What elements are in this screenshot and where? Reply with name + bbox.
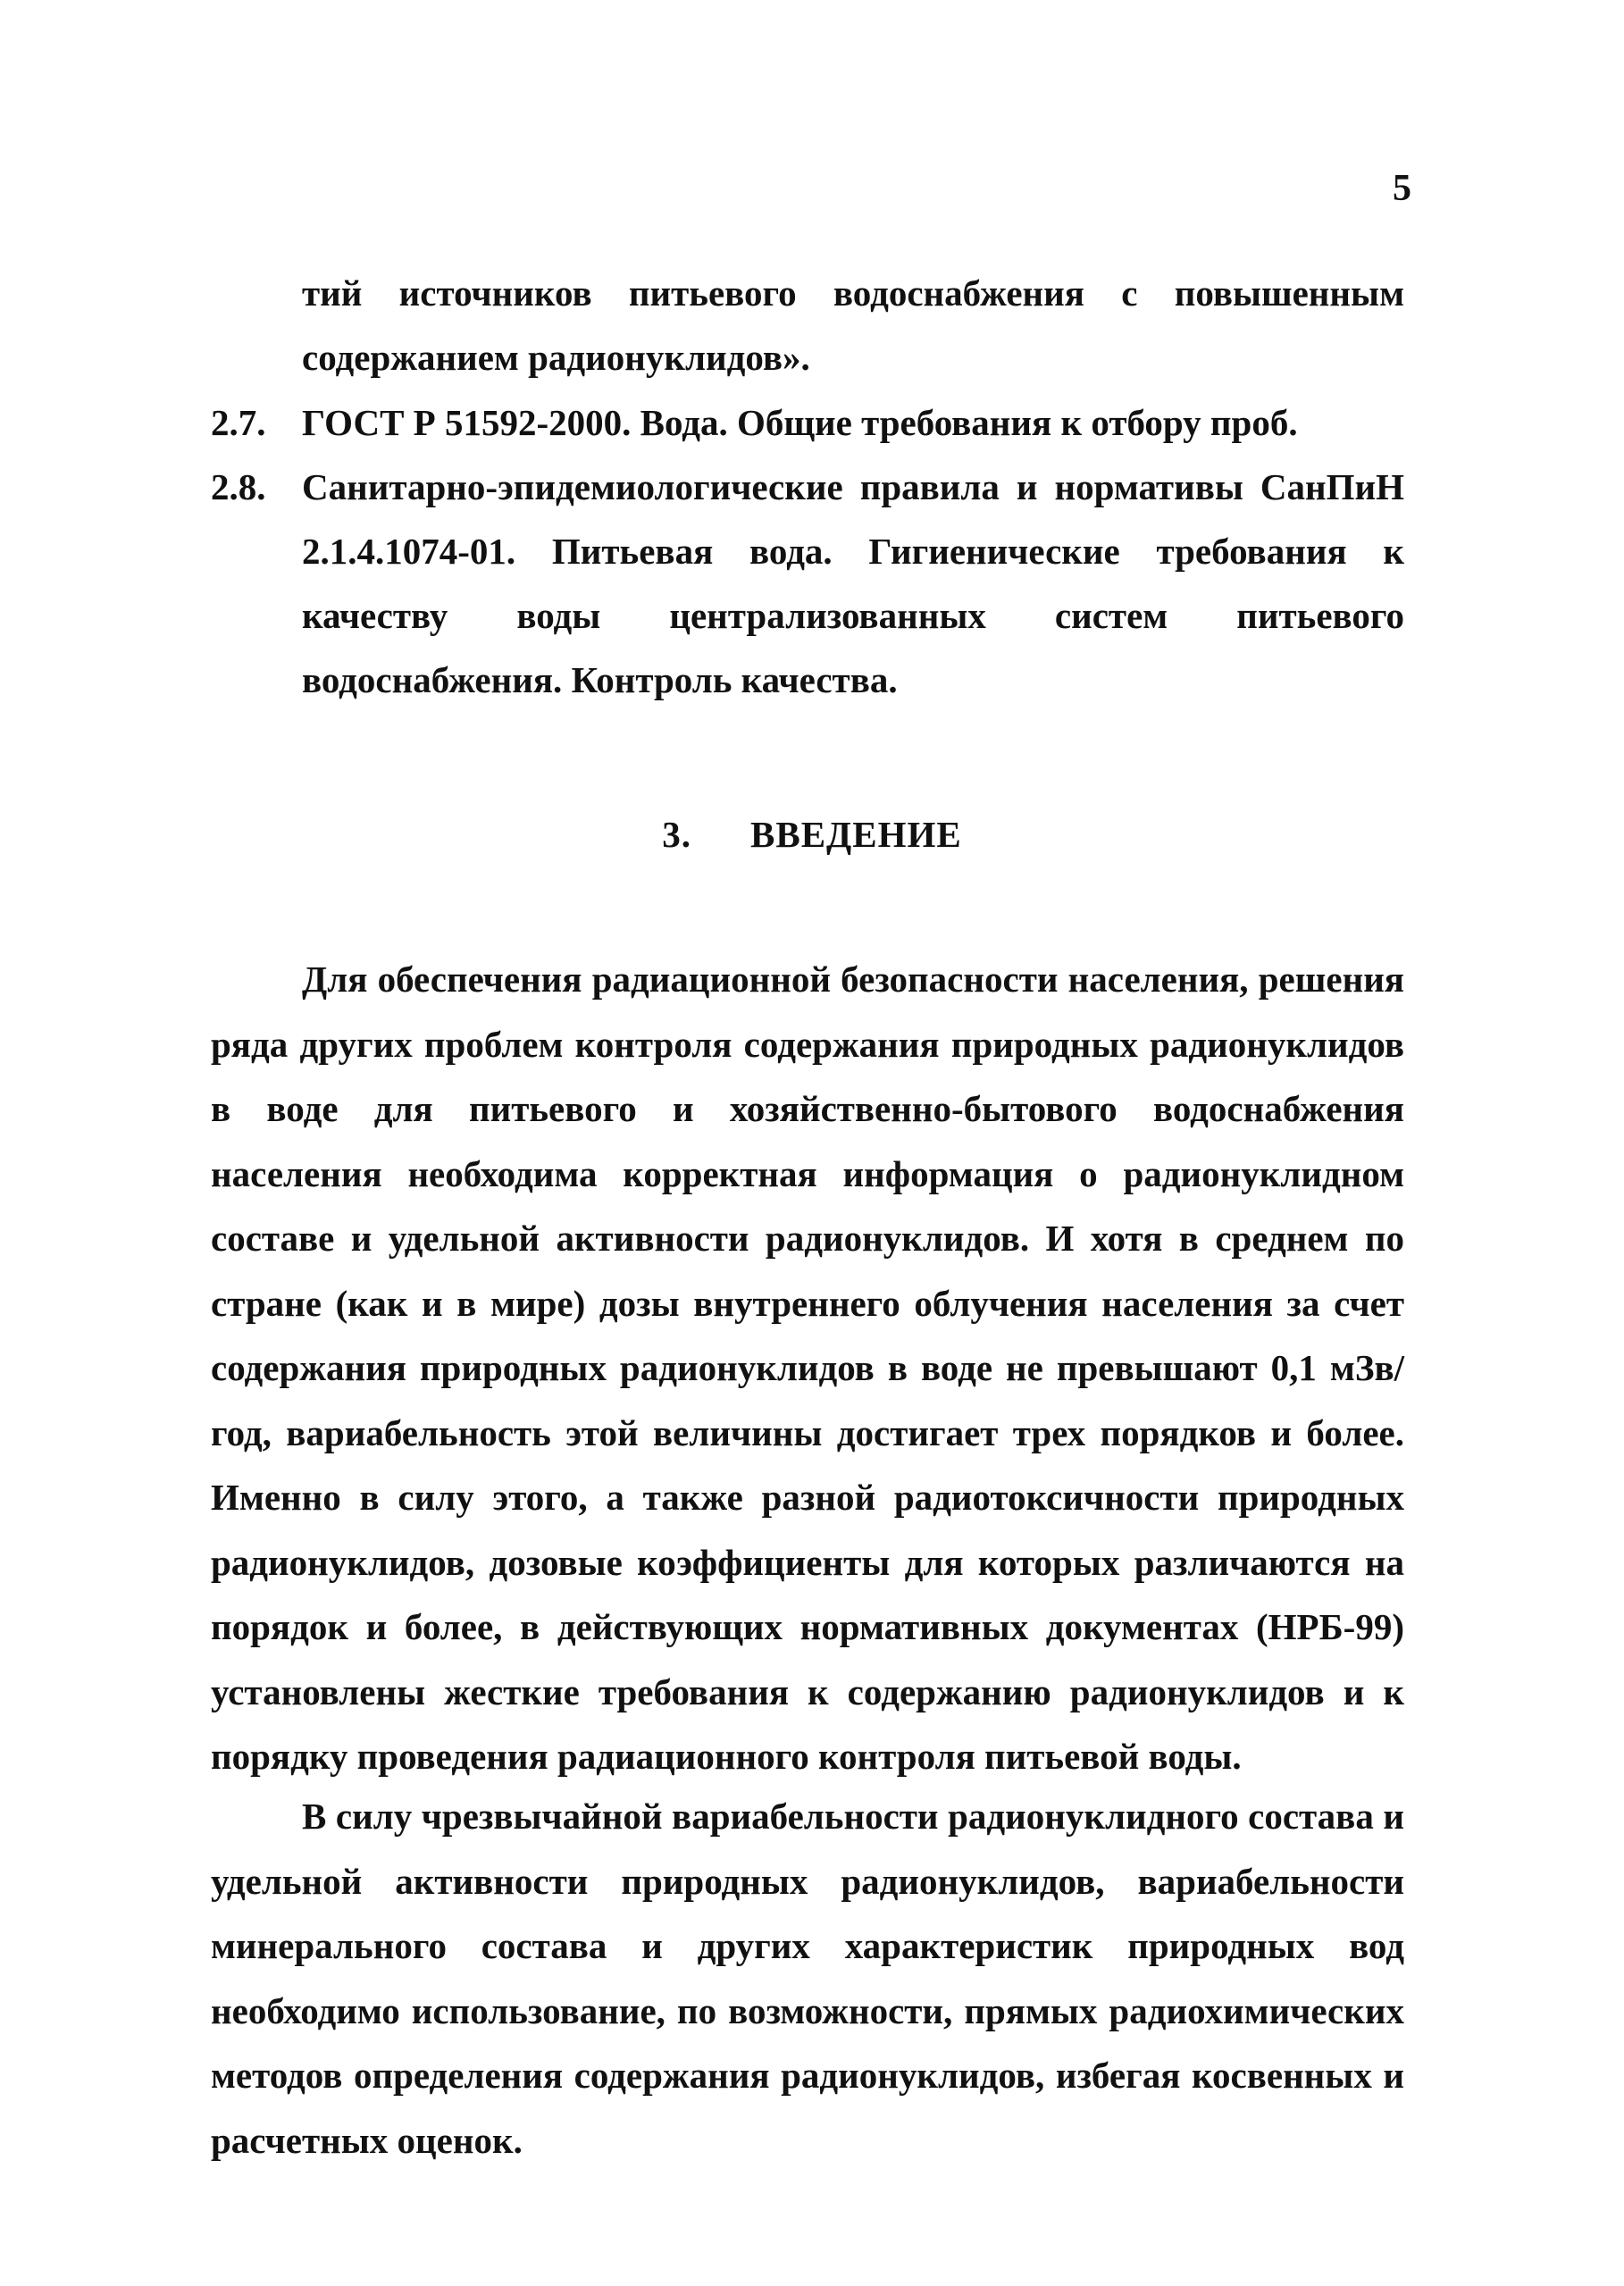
list-item-2-7: [211, 390, 1404, 455]
body-paragraph-2: В силу чрезвычайной вариабельности радионуклидного состава и удельной активности природных радионуклидов, вариабельности минерального состава и других характеристик природных вод необходимо использование, по возможности, прямых радиохимических методов определения содержания радионуклидов, избегая косвенных и расчетных оценок.: [211, 1796, 1404, 2161]
page-number: 5: [1393, 168, 1411, 209]
list-item-number: 2.8.: [211, 466, 266, 507]
section-heading: [0, 802, 1624, 867]
list-item-number: 2.7.: [211, 402, 266, 443]
list-item-text: Санитарно-эпидемиологические правила и нормативы СанПиН 2.1.4.1074-01. Питьевая вода. Гигиенические требования к качеству воды централизованных систем питьевого водоснабжения. Контроль качества.: [302, 466, 1404, 700]
section-title: ВВЕДЕНИЕ: [750, 814, 962, 855]
list-item-text: ГОСТ Р 51592-2000. Вода. Общие требования к отбору проб.: [302, 402, 1298, 443]
continuation-text: тий источников питьевого водоснабжения с повышенным содержанием радионуклидов».: [302, 272, 1404, 378]
list-item-2-8: [211, 455, 1404, 712]
body-paragraph-1: Для обеспечения радиационной безопасности населения, решения ряда других проблем контроля содержания природных радионуклидов в воде для питьевого и хозяйственно-бытового водоснабжения населения необходима корректная информация о радионуклидном составе и удельной активности радионуклидов. И хотя в среднем по стране (как и в мире) дозы внутреннего облучения населения за счет содержания природных радионуклидов в воде не превышают 0,1 мЗв/год, вариабельность этой величины достигает трех порядков и более. Именно в силу этого, а также разной радиотоксичности природных радионуклидов, дозовые коэффициенты для которых различаются на порядок и более, в действующих нормативных документах (НРБ-99) установлены жесткие требования к содержанию радионуклидов и к порядку проведения радиационного контроля питьевой воды.: [211, 959, 1404, 1777]
section-number: 3.: [662, 814, 691, 855]
